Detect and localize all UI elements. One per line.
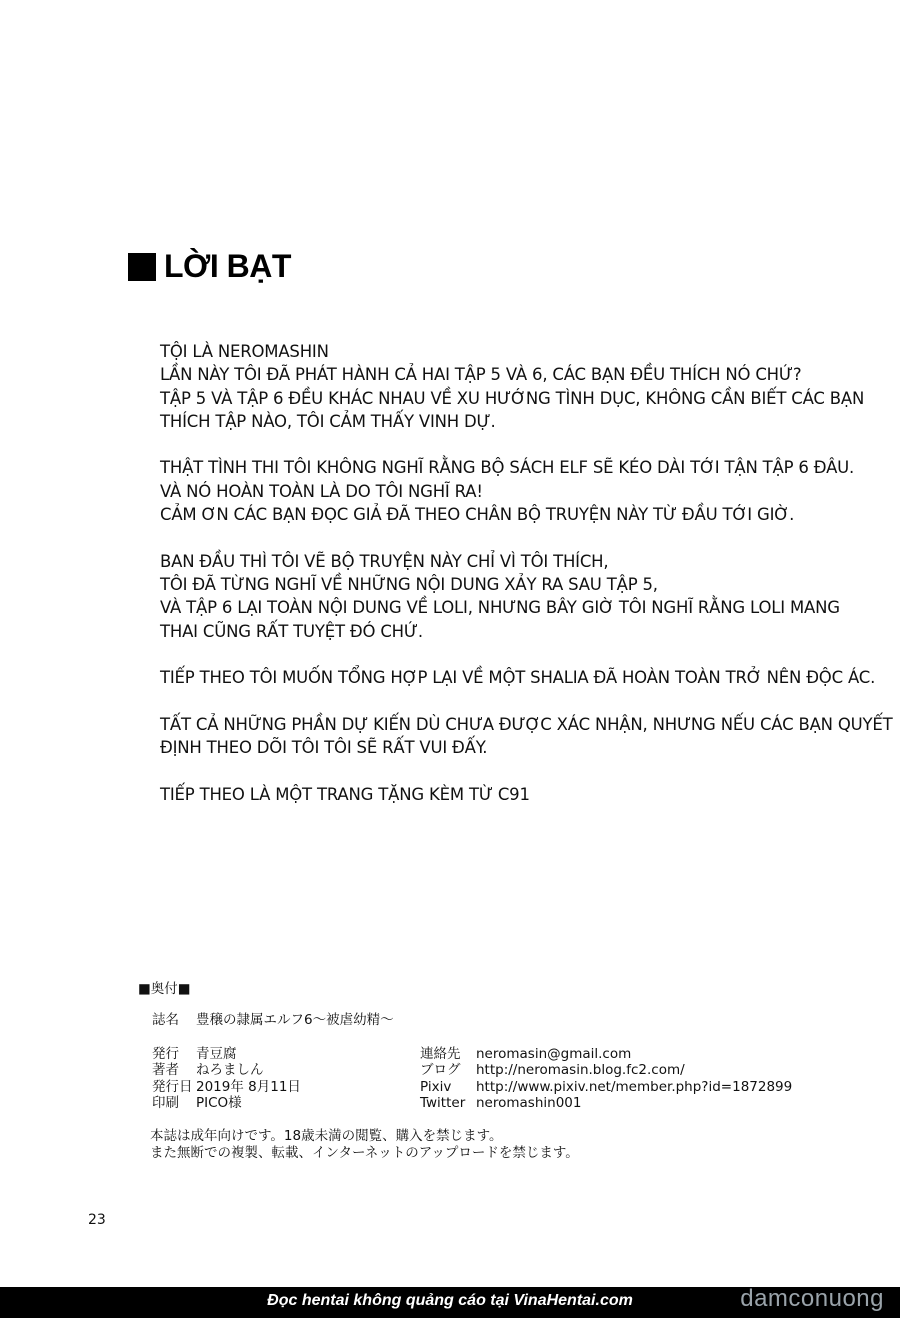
- colophon-value: 青豆腐: [196, 1046, 237, 1062]
- paragraph: [160, 456, 855, 526]
- colophon-row: [420, 1062, 792, 1078]
- colophon-label: 発行: [152, 1046, 179, 1062]
- heading-square-icon: [128, 253, 156, 281]
- colophon-row: [152, 1062, 301, 1078]
- colophon-label: Pixiv: [420, 1078, 452, 1095]
- colophon-row: [420, 1046, 792, 1062]
- text-line: BAN ĐẦU THÌ TÔI VẼ BỘ TRUYỆN NÀY CHỈ VÌ TÔI THÍCH,: [160, 551, 609, 571]
- paragraph: [160, 340, 865, 433]
- text-line: VÀ NÓ HOÀN TOÀN LÀ DO TÔI NGHĨ RA!: [160, 481, 483, 501]
- colophon-label: Twitter: [420, 1094, 466, 1111]
- age-notice: [150, 1128, 579, 1161]
- colophon-label: 著者: [152, 1062, 179, 1079]
- pixiv-url: http://www.pixiv.net/member.php?id=1872899: [476, 1078, 793, 1095]
- paragraph: [160, 783, 840, 806]
- text-line: TẬP 5 VÀ TẬP 6 ĐỀU KHÁC NHAU VỀ XU HƯỚNG TÌNH DỤC, KHÔNG CẦN BIẾT CÁC BẠN: [160, 388, 865, 408]
- colophon-label: ブログ: [420, 1062, 461, 1079]
- text-line: TẤT CẢ NHỮNG PHẦN DỰ KIẾN DÙ CHƯA ĐƯỢC XÁC NHẬN, NHƯNG NẾU CÁC BẠN QUYẾT: [160, 714, 893, 734]
- colophon-right-block: [420, 1046, 792, 1111]
- heading-title: LỜI BẠT: [164, 248, 291, 284]
- contact-email: neromasin@gmail.com: [476, 1046, 632, 1062]
- text-line: TỘI LÀ NEROMASHIN: [160, 342, 329, 361]
- colophon-row: [152, 1095, 301, 1111]
- colophon-left-block: [152, 1046, 301, 1111]
- colophon-value: 2019年 8月11日: [196, 1078, 301, 1095]
- text-line: THÍCH TẬP NÀO, TÔI CẢM THẤY VINH DỰ.: [160, 411, 496, 431]
- paragraph: [160, 550, 840, 643]
- colophon-title: ■奥付■: [138, 981, 191, 997]
- footer-banner-text[interactable]: Đọc hentai không quảng cáo tại VinaHentai.com: [267, 1292, 633, 1309]
- afterword-heading: [128, 248, 291, 285]
- blog-url: http://neromasin.blog.fc2.com/: [476, 1062, 685, 1079]
- paragraph: [160, 666, 876, 689]
- text-line: THAI CŨNG RẤT TUYỆT ĐÓ CHỨ.: [160, 621, 423, 641]
- colophon-row: [152, 1079, 301, 1095]
- text-line: TÔI ĐÃ TỪNG NGHĨ VỀ NHỮNG NỘI DUNG XẢY RA SAU TẬP 5,: [160, 574, 658, 594]
- notice-line: また無断での複製、転載、インターネットのアップロードを禁じます。: [150, 1144, 579, 1161]
- text-line: THẬT TÌNH THI TÔI KHÔNG NGHĨ RẰNG BỘ SÁCH ELF SẼ KÉO DÀI TỚI TẬN TẬP 6 ĐÂU.: [160, 458, 855, 478]
- afterword-body: [160, 340, 893, 829]
- text-line: ĐỊNH THEO DÕI TÔI TÔI SẼ RẤT VUI ĐẤY.: [160, 738, 488, 758]
- colophon-row: [152, 1046, 301, 1062]
- colophon-value: ねろましん: [196, 1062, 264, 1079]
- text-line: CẢM ƠN CÁC BẠN ĐỌC GIẢ ĐÃ THEO CHÂN BỘ TRUYỆN NÀY TỪ ĐẦU TỚI GIỜ.: [160, 505, 795, 525]
- colophon-value: PICO様: [196, 1094, 242, 1111]
- colophon-label: 発行日: [152, 1078, 193, 1095]
- text-line: LẦN NÀY TÔI ĐÃ PHÁT HÀNH CẢ HAI TẬP 5 VÀ 6, CÁC BẠN ĐỀU THÍCH NÓ CHỨ?: [160, 365, 802, 385]
- magazine-name: 豊穣の隷属エルフ6～被虐幼精～: [196, 1012, 394, 1028]
- magazine-name-label: 誌名: [152, 1012, 179, 1028]
- colophon-row: [420, 1079, 792, 1095]
- notice-line: 本誌は成年向けです。18歳未満の閲覧、購入を禁じます。: [150, 1128, 503, 1144]
- paragraph: [160, 713, 893, 760]
- text-line: TIẾP THEO LÀ MỘT TRANG TẶNG KÈM TỪ C91: [160, 784, 530, 804]
- text-line: TIẾP THEO TÔI MUỐN TỔNG HỢP LẠI VỀ MỘT SHALIA ĐÃ HOÀN TOÀN TRỞ NÊN ĐỘC ÁC.: [160, 668, 876, 688]
- page-number: 23: [88, 1212, 106, 1228]
- text-line: VÀ TẬP 6 LẠI TOÀN NỘI DUNG VỀ LOLI, NHƯNG BÂY GIỜ TÔI NGHĨ RẰNG LOLI MANG: [160, 598, 840, 618]
- twitter-handle: neromashin001: [476, 1094, 582, 1111]
- magazine-name-row: [152, 1008, 394, 1028]
- colophon-row: [420, 1095, 792, 1111]
- colophon-label: 連絡先: [420, 1046, 461, 1062]
- colophon-label: 印刷: [152, 1094, 179, 1111]
- watermark-logo: damconuong: [740, 1285, 884, 1312]
